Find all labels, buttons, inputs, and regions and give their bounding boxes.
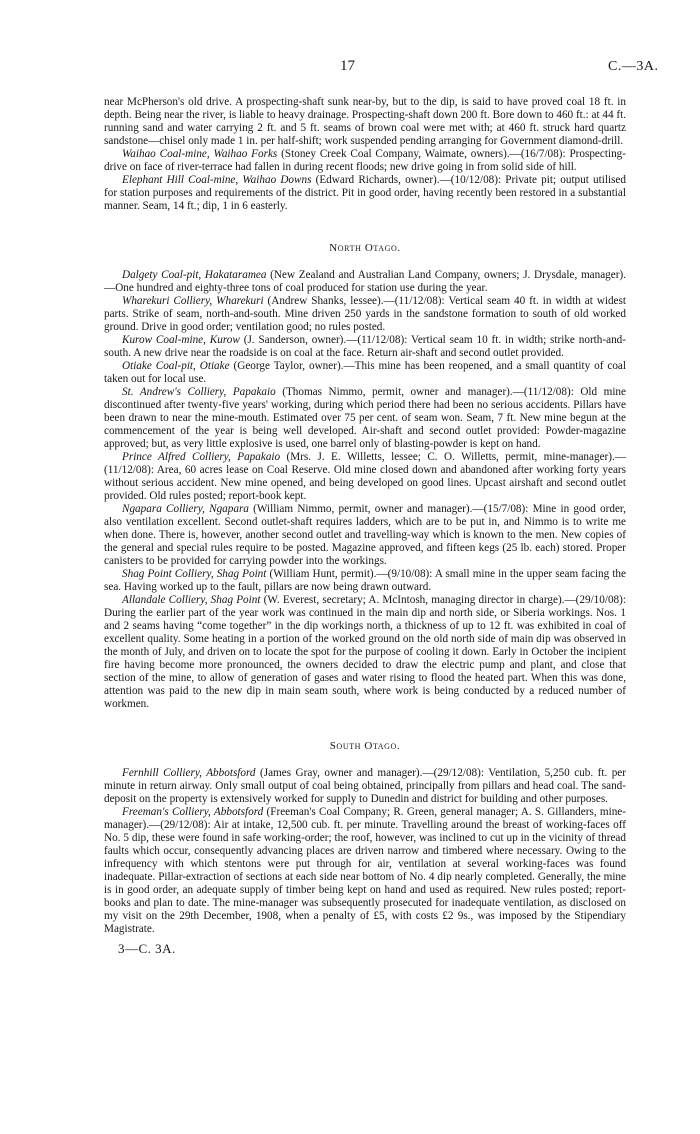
mine-entry [104,503,626,568]
mine-report: (Thomas Nimmo, permit, owner and manager).—(11/12/08): Old mine discontinued after twenty-five years' working, during which period there had been no serious accidents. Pillars have been drawn to near the mine-mouth. Estimated over 75 per cent. of seam won. Seam, 7 ft. New mine begun at the commencement of the year is being well developed. Air-shaft and second outlet provided: Powder-magazine approved; but, as very little explosive is used, one barrel only of blasting-powder is kept on hand. [104,386,626,450]
mine-report: (Andrew Shanks, lessee).—(11/12/08): Vertical seam 40 ft. in width at widest parts. Strike of seam, north-and-south. Mine driven 250 yards in the sandstone formation to south of old worked ground. Drive in good order; ventilation good; no rules posted. [104,295,626,333]
mine-report: (William Hunt, permit).—(9/10/08): A small mine in the upper seam facing the sea. Having worked up to the fault, pillars are now being drawn outward. [104,568,626,593]
mine-entry [104,360,626,386]
intro-entries [104,148,626,213]
mine-name: Dalgety Coal-pit, Hakataramea [122,269,267,281]
mine-report: (W. Everest, secretary; A. McIntosh, managing director in charge).—(29/10/08): During the earlier part of the year work was continued in the main dip and north side, or Siberia workings. Nos. 1 and 2 seams having “come together” in the dip workings north, a thickness of up to 12 ft. was exhibited in coal of excellent quality. Some heating in a portion of the worked ground on the old north side of main dip was observed in the month of July, and driven on to locate the spot for the purpose of cooling it down. Early in October the incipient fire having become more pronounced, the owners decided to draw the electric pump and plant, and close that section of the mine, to allow of generation of gases and water rising to flood the heated part. When this was done, attention was paid to the new dip in main seam south, where work is being conducted by a reduced number of workmen. [104,594,626,710]
mine-name: Allandale Colliery, Shag Point [122,594,261,606]
mine-entry [104,568,626,594]
mine-name: St. Andrew's Colliery, Papakaio [122,386,276,398]
document-body [104,96,626,955]
mine-report: (J. Sanderson, owner).—(11/12/08): Vertical seam 10 ft. in width; strike north-and-south. A new drive near the roadside is on coal at the face. Return air-shaft and second outlet provided. [104,334,626,359]
mine-name: Waihao Coal-mine, Waihao Forks [122,148,278,160]
mine-entry [104,174,626,213]
section-heading-north-otago: North Otago. [329,242,401,254]
mine-report: (George Taylor, owner).—This mine has been reopened, and a small quantity of coal taken out for local use. [104,360,627,385]
mine-name: Freeman's Colliery, Abbotsford [122,806,264,818]
continuation-paragraph: near McPherson's old drive. A prospecting-shaft sunk near-by, but to the dip, is said to have proved coal 18 ft. in depth. Being near the river, is liable to heavy drainage. Prospecting-shaft down 200 ft. Bore down to 460 ft.: at 44 ft. running sand and water carrying 2 ft. and 5 ft. seams of brown coal were met with; at 460 ft. struck hard quartz sandstone—chisel only made 1 in. per half-shift; work suspended pending arranging for Government diamond-drill. [104,96,626,147]
mine-report: (William Nimmo, permit, owner and manager).—(15/7/08): Mine in good order, also ventilation excellent. Second outlet-shaft requires ladders, which are to be put in, and Nimmo is to write me when done. There is, however, another second outlet and travelling-way which is known to the men. New copies of the general and special rules require to be posted. Magazine approved, and fifteen kegs (25 lb. each) stored. Proper canisters to be provided for carrying powder into the workings. [104,503,626,567]
mine-entry [104,594,626,711]
mine-report: (Edward Richards, owner).—(10/12/08): Private pit; output utilised for station purposes and requirements of the district. Pit in good order, having recently been restored in a substantial manner. Seam, 14 ft.; dip, 1 in 6 easterly. [104,174,626,212]
mine-report: (James Gray, owner and manager).—(29/12/08): Ventilation, 5,250 cub. ft. per minute in return airway. Only small output of coal being obtained, principally from pillars and head coal. The sand-deposit on the property is extensively worked for supply to Dunedin and district for building and other purposes. [104,767,626,805]
mine-name: Wharekuri Colliery, Wharekuri [122,295,264,307]
section-heading-south-otago: South Otago. [329,740,401,752]
mine-entry [104,295,626,334]
mine-name: Ngapara Colliery, Ngapara [122,503,249,515]
document-reference: C.—3A. [608,59,659,74]
page-number: 17 [340,58,355,74]
mine-name: Fernhill Colliery, Abbotsford [122,767,256,779]
mine-entry [104,334,626,360]
mine-name: Otiake Coal-pit, Otiake [122,360,230,372]
mine-entry [104,767,626,806]
mine-report: (Stoney Creek Coal Company, Waimate, owners).—(16/7/08): Prospecting-drive on face of river-terrace had fallen in during recent floods; new drive going in from solid side of hill. [104,148,626,173]
mine-report: (Freeman's Coal Company; R. Green, general manager; A. S. Gillanders, mine-manager).—(29/12/08): Air at intake, 12,500 cub. ft. per minute. Travelling around the breast of working-faces off No. 5 dip, these were found in safe working-order; the roof, however, was inclined to cut up in the vicinity of thread faults which occur, consequently advancing places are driven narrow and timbered where necessary. Owing to the infrequency with which stentons were put through for air, ventilation at several working-faces was found inadequate. Pillar-extraction of sections at each side near bottom of No. 4 dip nearly completed. Generally, the mine is in good order, an adequate supply of timber being kept on hand and used as required. New rules posted; report-books and plan to date. The mine-manager was subsequently prosecuted for inadequate ventilation, as disclosed on my visit on the 29th December, 1908, when a penalty of £5, with costs £2 9s., was imposed by the Stipendiary Magistrate. [104,806,626,935]
south-otago-entries [104,767,626,936]
mine-name: Prince Alfred Colliery, Papakaio [122,451,281,463]
mine-entry [104,386,626,451]
mine-entry [104,451,626,503]
mine-entry [104,269,626,295]
mine-entry [104,148,626,174]
mine-name: Elephant Hill Coal-mine, Waihao Downs [122,174,312,186]
page-signature: 3—C. 3A. [118,941,176,956]
mine-entry [104,806,626,936]
page-header [0,60,700,78]
north-otago-entries [104,269,626,711]
mine-report: (New Zealand and Australian Land Company, owners; J. Drysdale, manager).—One hundred and eighty-three tons of coal produced for station use during the year. [104,269,626,294]
mine-name: Shag Point Colliery, Shag Point [122,568,267,580]
mine-name: Kurow Coal-mine, Kurow [122,334,240,346]
mine-report: (Mrs. J. E. Willetts, lessee; C. O. Willetts, permit, mine-manager).—(11/12/08): Area, 60 acres lease on Coal Reserve. Old mine closed down and abandoned after working forty years without serious accident. New mine opened, and being developed on good lines. Upcast airshaft and second outlet provided. Old rules posted; report-book kept. [104,451,626,502]
